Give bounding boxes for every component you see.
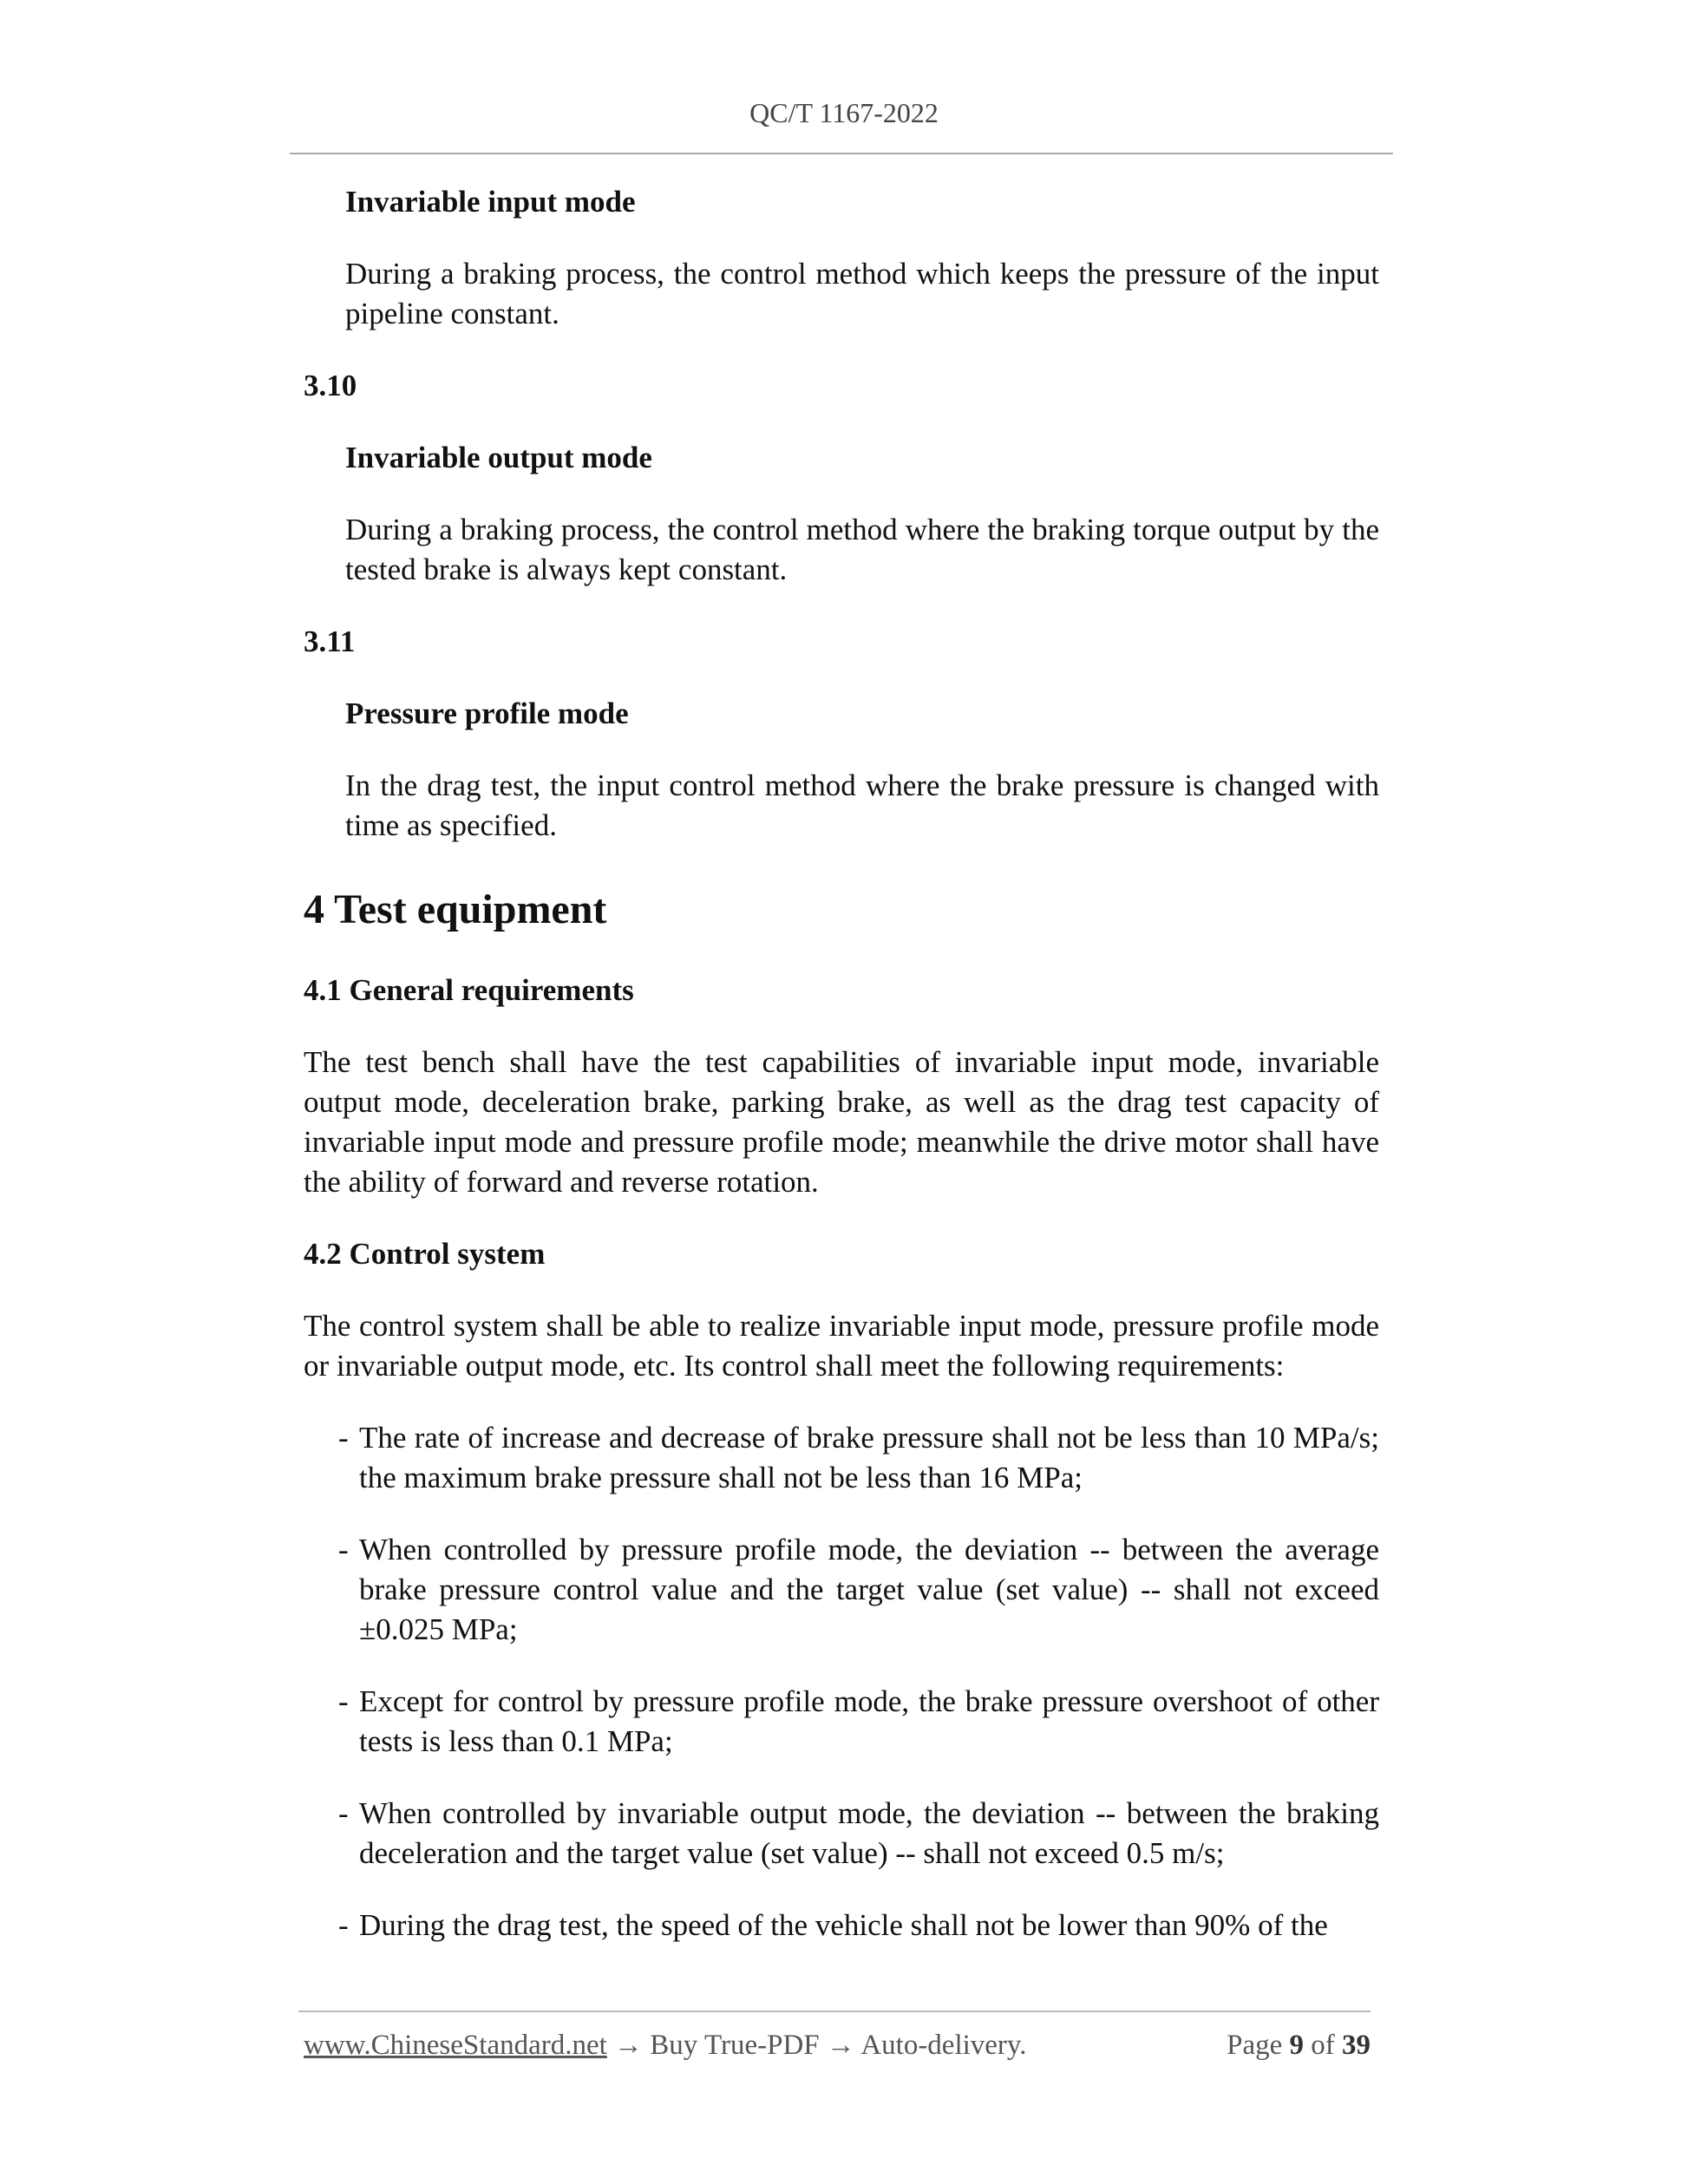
- delivery-text: Auto-delivery.: [860, 2030, 1027, 2061]
- term-definition: In the drag test, the input control method where the brake pressure is changed with time as specified.: [345, 768, 1379, 842]
- clause-number: 3.10: [304, 369, 357, 402]
- term-block-3-10: [345, 438, 1379, 590]
- page-number: [1227, 2030, 1371, 2062]
- list-dash: -: [338, 1908, 349, 1942]
- list-item-text: When controlled by invariable output mode, the deviation -- between the braking deceleration and the target value (set value) -- shall not exceed 0.5 m/s;: [359, 1796, 1379, 1870]
- list-item: [338, 1682, 1379, 1762]
- buy-text: Buy True-PDF: [650, 2030, 820, 2061]
- term-title: Invariable output mode: [345, 441, 652, 474]
- header-divider: [290, 153, 1393, 154]
- current-page: 9: [1289, 2030, 1304, 2061]
- list-item: [338, 1794, 1379, 1873]
- document-body: [304, 182, 1379, 1945]
- clause-number: 3.11: [304, 624, 356, 658]
- page-header: QC/T 1167-2022: [749, 97, 939, 128]
- term-block-3-11: [345, 694, 1379, 846]
- arrow-icon: →: [826, 2030, 855, 2061]
- list-item: [338, 1418, 1379, 1498]
- term-title: Invariable input mode: [345, 185, 636, 219]
- page-footer: [304, 2030, 1371, 2068]
- paragraph: The control system shall be able to realize invariable input mode, pressure profile mode or invariable output mode, etc. Its control shall meet the following requirements:: [304, 1309, 1379, 1383]
- page-label: Page: [1227, 2030, 1283, 2061]
- section-heading: 4 Test equipment: [304, 886, 607, 932]
- term-definition: During a braking process, the control method where the braking torque output by the tested brake is always kept constant.: [345, 513, 1379, 586]
- term-definition: During a braking process, the control method which keeps the pressure of the input pipeline constant.: [345, 257, 1379, 330]
- list-item: [338, 1906, 1379, 1945]
- term-title: Pressure profile mode: [345, 696, 629, 730]
- list-dash: -: [338, 1684, 349, 1718]
- footer-promo: [304, 2030, 1027, 2062]
- subsection-heading: 4.1 General requirements: [304, 973, 634, 1007]
- term-block-3-9: [345, 182, 1379, 334]
- list-item: [338, 1530, 1379, 1650]
- paragraph: The test bench shall have the test capabilities of invariable input mode, invariable output mode, deceleration brake, parking brake, as well as the drag test capacity of invariable input mode and pressure profile mode; meanwhile the drive motor shall have the ability of forward and reverse rotation.: [304, 1045, 1379, 1199]
- list-item-text: The rate of increase and decrease of brake pressure shall not be less than 10 MPa/s; the maximum brake pressure shall not be less than 16 MPa;: [359, 1421, 1379, 1494]
- requirements-list: [304, 1418, 1379, 1945]
- list-dash: -: [338, 1796, 349, 1830]
- list-dash: -: [338, 1421, 349, 1455]
- of-label: of: [1311, 2030, 1335, 2061]
- subsection-heading: 4.2 Control system: [304, 1237, 546, 1271]
- arrow-icon: →: [614, 2030, 644, 2061]
- list-dash: -: [338, 1533, 349, 1566]
- list-item-text: When controlled by pressure profile mode, the deviation -- between the average brake pressure control value and the target value (set value) -- shall not exceed ±0.025 MPa;: [359, 1533, 1379, 1646]
- list-item-text: During the drag test, the speed of the vehicle shall not be lower than 90% of the: [359, 1908, 1328, 1942]
- list-item-text: Except for control by pressure profile mode, the brake pressure overshoot of other tests is less than 0.1 MPa;: [359, 1684, 1379, 1758]
- website-link[interactable]: www.ChineseStandard.net: [304, 2030, 607, 2061]
- total-pages: 39: [1342, 2030, 1371, 2061]
- footer-divider: [298, 2011, 1371, 2012]
